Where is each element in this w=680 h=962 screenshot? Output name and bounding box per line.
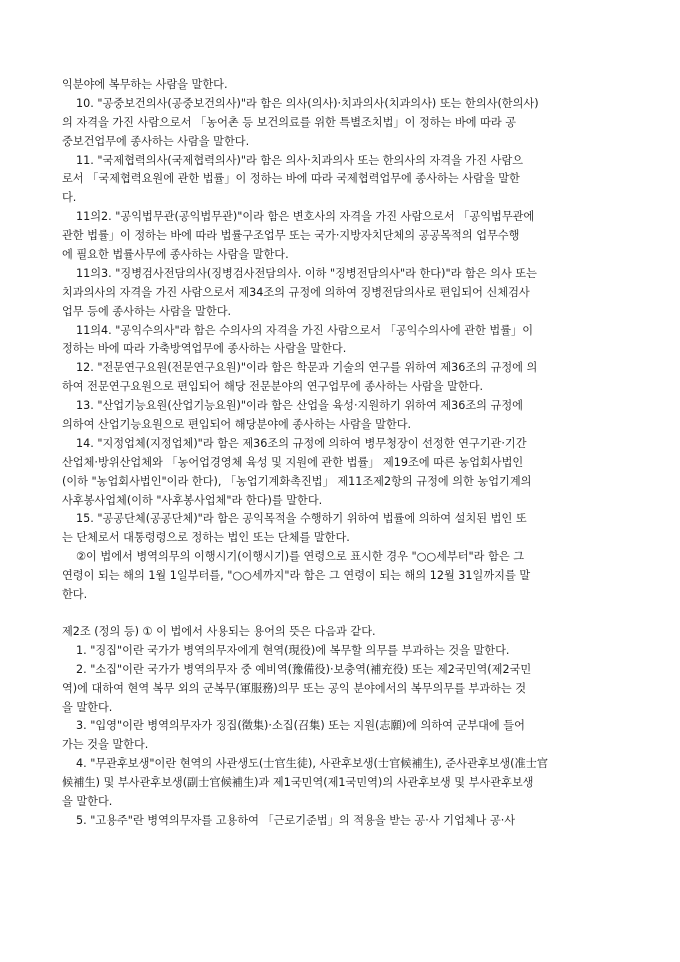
- text-line: 다.: [62, 191, 77, 205]
- text-line: 에 필요한 법률사무에 종사하는 사람을 말한다.: [62, 248, 289, 262]
- text-line: 의하여 산업기능요원으로 편입되어 해당분야에 종사하는 사람을 말한다.: [62, 418, 412, 432]
- text-line: 사후봉사업체(이하 "사후봉사업체"라 한다)를 말한다.: [62, 493, 323, 507]
- text-line: 치과의사의 자격을 가진 사람으로서 제34조의 규정에 의하여 징병전담의사로 편입되어 신체검사: [62, 285, 530, 299]
- text-line: 4. "무관후보생"이란 현역의 사관생도(士官生徒), 사관후보생(士官候補生), 준사관후보생(准士官: [76, 757, 549, 771]
- text-line: 로서 「국제협력요원에 관한 법률」이 정하는 바에 따라 국제협력업무에 종사하는 사람을 말한: [62, 172, 520, 186]
- text-line: 정하는 바에 따라 가축방역업무에 종사하는 사람을 말한다.: [62, 342, 347, 356]
- text-line: 을 말한다.: [62, 700, 113, 714]
- text-line: 산업체·방위산업체와 「농어업경영체 육성 및 지원에 관한 법률」 제19조에 따른 농업회사법인: [62, 455, 524, 469]
- text-line: 가는 것을 말한다.: [62, 738, 149, 752]
- text-line: 11의3. "징병검사전담의사(징병검사전담의사. 이하 "징병전담의사"라 한다)"라 함은 의사 또는: [76, 266, 537, 280]
- text-line: 는 단체로서 대통령령으로 정하는 법인 또는 단체를 말한다.: [62, 531, 350, 545]
- text-line: 하여 전문연구요원으로 편입되어 해당 전문분야의 연구업무에 종사하는 사람을 말한다.: [62, 380, 484, 394]
- text-line: ②이 법에서 병역의무의 이행시기(이행시기)를 연령으로 표시한 경우 "○○세부터"라 함은 그: [76, 550, 525, 564]
- text-line: 업무 등에 종사하는 사람을 말한다.: [62, 304, 232, 318]
- text-line: 관한 법률」이 정하는 바에 따라 법률구조업무 또는 국가·지방자치단체의 공공목적의 업무수행: [62, 229, 520, 243]
- text-line: 15. "공공단체(공공단체)"라 함은 공익목적을 수행하기 위하여 법률에 의하여 설치된 법인 또: [76, 512, 527, 526]
- text-line: 5. "고용주"란 병역의무자를 고용하여 「근로기준법」의 적용을 받는 공·사 기업체나 공·사: [76, 813, 516, 827]
- text-line: 연령이 되는 해의 1월 1일부터를, "○○세까지"라 함은 그 연령이 되는 해의 12월 31일까지를 말: [62, 569, 531, 583]
- text-line: 중보건업무에 종사하는 사람을 말한다.: [62, 134, 250, 148]
- previous-article-continuation: [62, 76, 622, 605]
- text-line: 11의2. "공익법무관(공익법무관)"이라 함은 변호사의 자격을 가진 사람으로서 「공익법무관에: [76, 210, 535, 224]
- text-line: 12. "전문연구요원(전문연구요원)"이라 함은 학문과 기술의 연구를 위하여 제36조의 규정에 의: [76, 361, 538, 375]
- text-line: 1. "징집"이란 국가가 병역의무자에게 현역(現役)에 복무할 의무를 부과하는 것을 말한다.: [76, 643, 510, 657]
- text-line: 의 자격을 가진 사람으로서 「농어촌 등 보건의료를 위한 특별조치법」이 정하는 바에 따라 공: [62, 115, 517, 129]
- text-line: 10. "공중보건의사(공중보건의사)"라 함은 의사(의사)·치과의사(치과의사) 또는 한의사(한의사): [76, 96, 539, 110]
- text-line: 2. "소집"이란 국가가 병역의무자 중 예비역(豫備役)·보충역(補充役) 또는 제2국민역(제2국민: [76, 662, 532, 676]
- text-line: 을 말한다.: [62, 794, 113, 808]
- text-line: 역)에 대하여 현역 복무 외의 군복무(軍服務)의무 또는 공익 분야에서의 복무의무를 부과하는 것: [62, 681, 527, 695]
- section-gap: [62, 605, 622, 623]
- text-line: 11. "국제협력의사(국제협력의사)"라 함은 의사·치과의사 또는 한의사의 자격을 가진 사람으: [76, 153, 524, 167]
- article-2-definitions: [62, 623, 622, 831]
- text-line: 13. "산업기능요원(산업기능요원)"이라 함은 산업을 육성·지원하기 위하여 제36조의 규정에: [76, 399, 523, 413]
- text-line: 14. "지정업체(지정업체)"라 함은 제36조의 규정에 의하여 병무청장이 선정한 연구기관·기간: [76, 436, 527, 450]
- text-line: 제2조 (정의 등) ① 이 법에서 사용되는 용어의 뜻은 다음과 같다.: [62, 624, 376, 638]
- text-line: 3. "입영"이란 병역의무자가 징집(徵集)·소집(召集) 또는 지원(志願)에 의하여 군부대에 들어: [76, 719, 525, 733]
- document-page: [62, 76, 622, 831]
- text-line: 候補生) 및 부사관후보생(副士官候補生)과 제1국민역(제1국민역)의 사관후보생 및 부사관후보생: [62, 776, 534, 790]
- text-line: 11의4. "공익수의사"라 함은 수의사의 자격을 가진 사람으로서 「공익수의사에 관한 법률」이: [76, 323, 534, 337]
- text-line: 한다.: [62, 588, 88, 602]
- text-line: 익분야에 복무하는 사람을 말한다.: [62, 78, 228, 91]
- text-line: (이하 "농업회사법인"이라 한다), 「농업기계화촉진법」 제11조제2항의 규정에 의한 농업기계의: [62, 474, 532, 488]
